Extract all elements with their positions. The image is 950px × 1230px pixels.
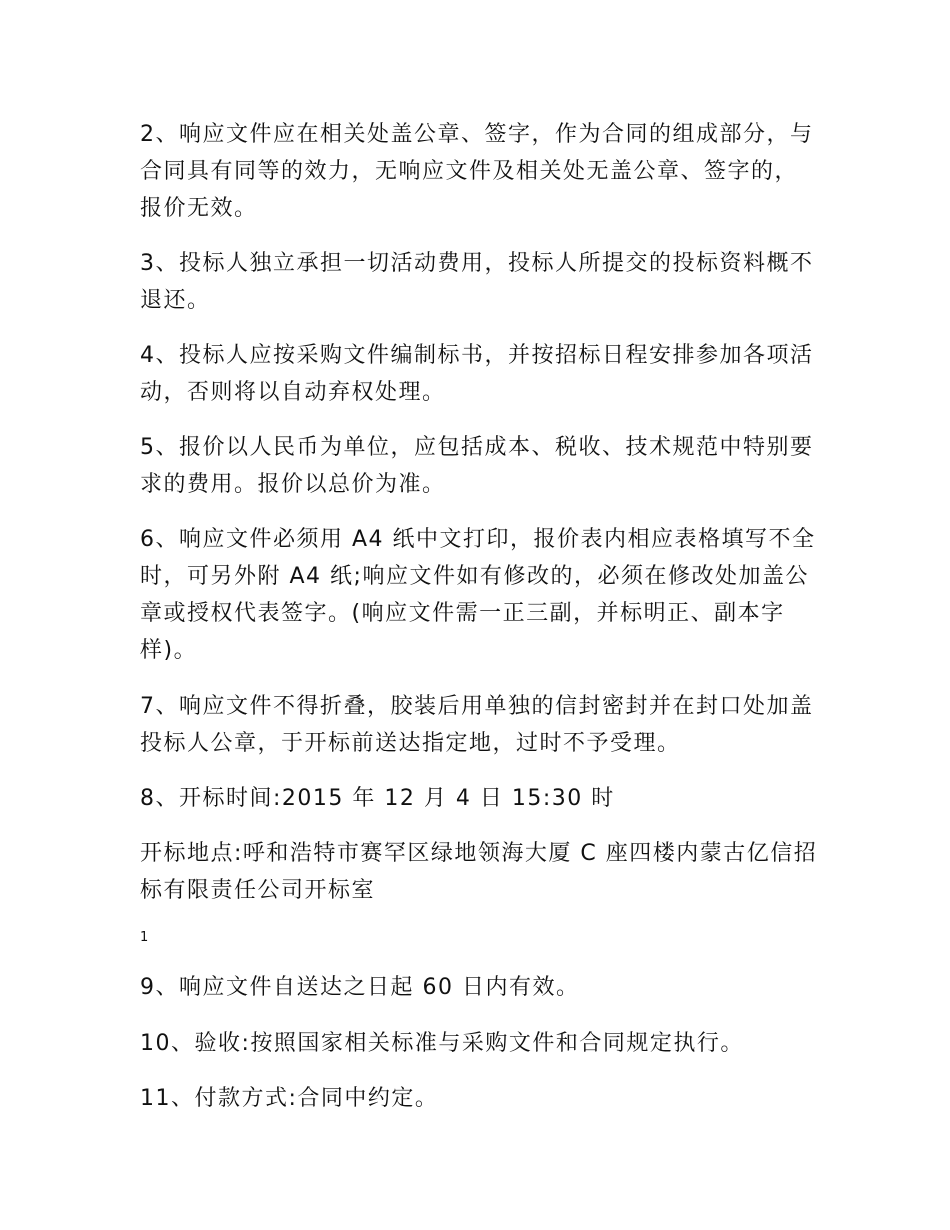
page-number: 1 — [140, 930, 149, 945]
clause-10-paragraph: 10、验收:按照国家相关标准与采购文件和合同规定执行。 — [140, 1031, 744, 1056]
clause-6-paragraph: 6、响应文件必须用 A4 纸中文打印，报价表内相应表格填写不全时，可另外附 A4 纸;响应文件如有修改的，必须在修改处加盖公章或授权代表签字。(响应文件需一正三副，并标明正、副本字样)。 — [140, 527, 816, 663]
clause-4-paragraph: 4、投标人应按采购文件编制标书，并按招标日程安排参加各项活动，否则将以自动弃权处理。 — [140, 343, 814, 405]
clause-8-opening-time: 8、开标时间:2015 年 12 月 4 日 15:30 时 — [140, 786, 615, 811]
clause-7-paragraph: 7、响应文件不得折叠，胶装后用单独的信封密封并在封口处加盖投标人公章，于开标前送达指定地，过时不予受理。 — [140, 694, 814, 756]
clause-2-paragraph: 2、响应文件应在相关处盖公章、签字，作为合同的组成部分，与合同具有同等的效力，无响应文件及相关处无盖公章、签字的，报价无效。 — [140, 122, 814, 221]
opening-location-paragraph: 开标地点:呼和浩特市赛罕区绿地领海大厦 C 座四楼内蒙古亿信招标有限责任公司开标室 — [140, 841, 818, 903]
clause-9-paragraph: 9、响应文件自送达之日起 60 日内有效。 — [140, 975, 580, 1000]
clause-3-paragraph: 3、投标人独立承担一切活动费用，投标人所提交的投标资料概不退还。 — [140, 251, 814, 313]
clause-11-paragraph: 11、付款方式:合同中约定。 — [140, 1086, 439, 1111]
clause-5-paragraph: 5、报价以人民币为单位，应包括成本、税收、技术规范中特别要求的费用。报价以总价为准。 — [140, 435, 814, 497]
